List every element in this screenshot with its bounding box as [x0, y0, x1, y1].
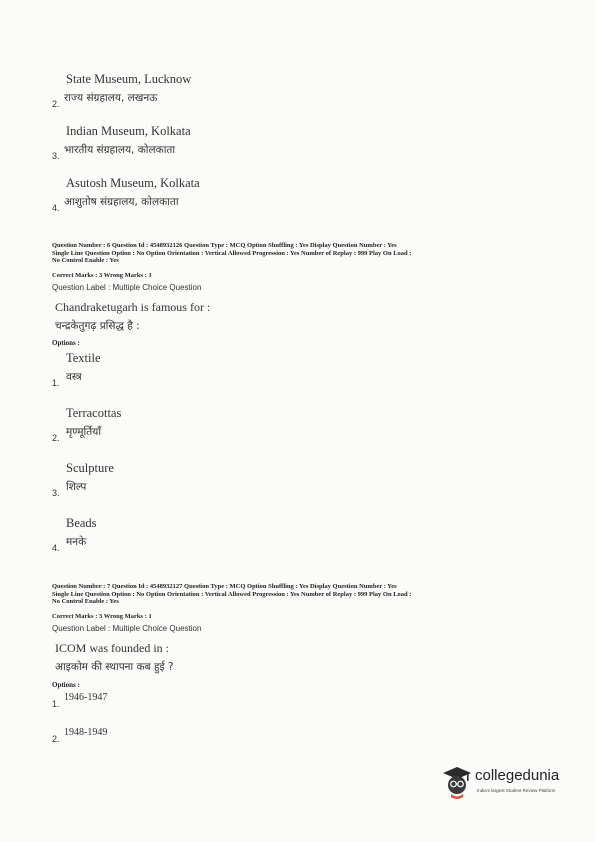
q6-option-2-hi: मृण्मूर्तियाँ [66, 426, 102, 438]
q6-option-4-num: 4. [52, 543, 60, 553]
prev-option-4-en: Asutosh Museum, Kolkata [66, 176, 200, 190]
q6-marks: Correct Marks : 3 Wrong Marks : 1 [52, 272, 152, 279]
q6-option-1-num: 1. [52, 378, 60, 388]
prev-option-2-num: 2. [52, 99, 60, 109]
q6-option-1-hi: वस्त्र [66, 371, 82, 383]
q6-meta-line2: Single Line Question Option : No Option Orientation : Vertical Allowed Progression : Yes Number of Replay : 999 Play On Load : [52, 249, 412, 257]
q7-option-2-num: 2. [52, 734, 60, 744]
graduate-mascot-icon [441, 763, 473, 801]
logo-wordmark [475, 767, 559, 784]
q7-meta [52, 583, 552, 606]
q7-option-1-num: 1. [52, 699, 60, 709]
collegedunia-logo [441, 761, 581, 805]
logo-name: collegedunia [475, 767, 560, 784]
q7-meta-line2: Single Line Question Option : No Option Orientation : Vertical Allowed Progression : Yes Number of Replay : 999 Play On Load : [52, 590, 412, 598]
q7-label: Question Label : Multiple Choice Question [52, 624, 202, 633]
q7-meta-line1: Question Number : 7 Question Id : 4548932127 Question Type : MCQ Option Shuffling : Yes Display Question Number : Yes [52, 583, 397, 590]
q6-option-3-hi: शिल्प [66, 481, 87, 493]
q6-question-hi: चन्द्रकेतुगढ़ प्रसिद्ध है : [55, 320, 140, 332]
q7-options-heading: Options : [52, 681, 80, 689]
q7-meta-line3: No Control Enable : Yes [52, 598, 119, 606]
q7-option-2-en: 1948-1949 [64, 727, 108, 738]
q6-option-2-en: Terracottas [66, 406, 122, 420]
q6-option-4-hi: मनके [66, 536, 87, 548]
q6-option-3-en: Sculpture [66, 461, 114, 475]
prev-option-2-en: State Museum, Lucknow [66, 72, 192, 86]
q6-meta-line1: Question Number : 6 Question Id : 4548932126 Question Type : MCQ Option Shuffling : Yes Display Question Number : Yes [52, 242, 397, 249]
q6-options-heading: Options : [52, 339, 80, 347]
q6-meta-line3: No Control Enable : Yes [52, 257, 119, 265]
q6-label: Question Label : Multiple Choice Question [52, 283, 202, 292]
q6-option-2-num: 2. [52, 433, 60, 443]
logo-tagline: India's largest Student Review Platform [477, 788, 556, 793]
q7-marks: Correct Marks : 3 Wrong Marks : 1 [52, 613, 152, 620]
q7-question-en: ICOM was founded in : [55, 641, 169, 655]
prev-option-4-num: 4. [52, 203, 60, 213]
q6-question-en: Chandraketugarh is famous for : [55, 300, 211, 314]
q6-option-3-num: 3. [52, 488, 60, 498]
q6-option-1-en: Textile [66, 351, 101, 365]
prev-option-3-hi: भारतीय संग्रहालय, कोलकाता [64, 144, 176, 156]
prev-option-4-hi: आशुतोष संग्रहालय, कोलकाता [64, 196, 179, 208]
q6-option-4-en: Beads [66, 516, 97, 530]
q7-question-hi: आइकोम की स्थापना कब हुई ? [55, 661, 174, 673]
q7-option-1-en: 1946-1947 [64, 692, 108, 703]
prev-option-3-en: Indian Museum, Kolkata [66, 124, 191, 138]
prev-option-3-num: 3. [52, 151, 60, 161]
q6-meta [52, 242, 552, 265]
prev-option-2-hi: राज्य संग्रहालय, लखनऊ [64, 92, 158, 104]
